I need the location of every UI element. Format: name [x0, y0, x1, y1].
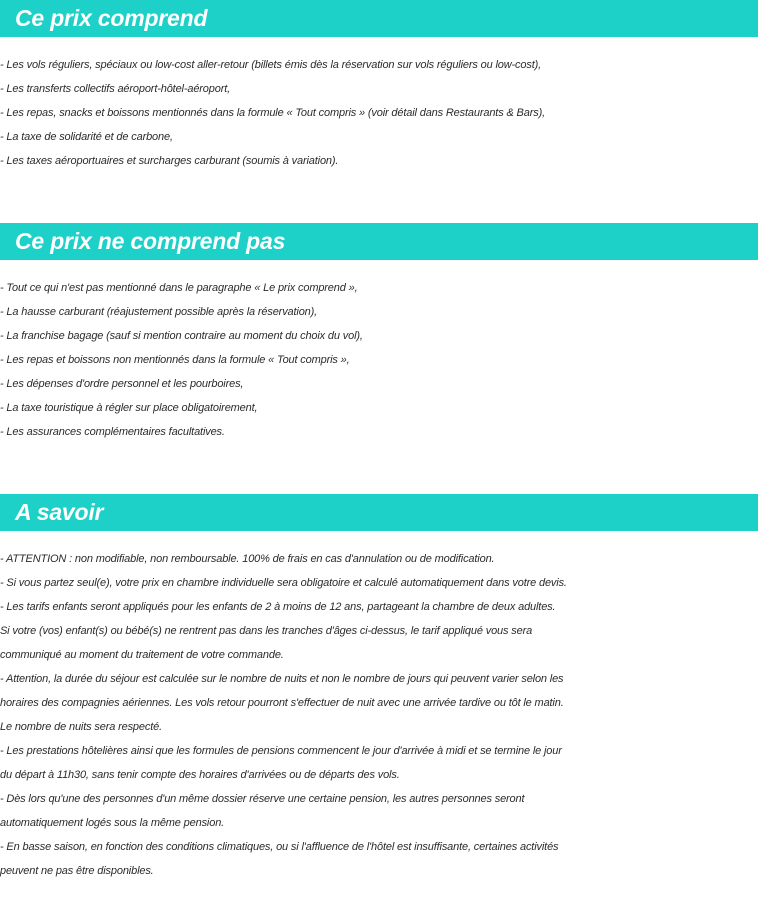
good-to-know-header [0, 494, 758, 531]
list-item: - Les repas, snacks et boissons mentionnés dans la formule « Tout compris » (voir détail dans Restaurants & Bars), [0, 107, 545, 119]
price-includes-list [0, 53, 758, 173]
list-item: - Les assurances complémentaires facultatives. [0, 426, 225, 438]
price-includes-title: Ce prix comprend [15, 5, 208, 31]
list-item: - La hausse carburant (réajustement possible après la réservation), [0, 306, 318, 318]
good-to-know-section [0, 494, 758, 883]
list-item: - Les dépenses d'ordre personnel et les pourboires, [0, 378, 244, 390]
list-item: du départ à 11h30, sans tenir compte des horaires d'arrivées ou de départs des vols. [0, 769, 400, 781]
list-item: - Dès lors qu'une des personnes d'un même dossier réserve une certaine pension, les autres personnes seront [0, 793, 525, 805]
list-item: - Les taxes aéroportuaires et surcharges carburant (soumis à variation). [0, 155, 339, 167]
list-item: - La taxe de solidarité et de carbone, [0, 131, 173, 143]
list-item: - Les repas et boissons non mentionnés dans la formule « Tout compris », [0, 354, 350, 366]
price-excludes-list [0, 276, 758, 444]
price-excludes-title: Ce prix ne comprend pas [15, 228, 286, 254]
list-item: - Attention, la durée du séjour est calculée sur le nombre de nuits et non le nombre de jours qui peuvent varier selon les [0, 673, 564, 685]
list-item: automatiquement logés sous la même pension. [0, 817, 225, 829]
list-item: - Les transferts collectifs aéroport-hôtel-aéroport, [0, 83, 231, 95]
good-to-know-list [0, 547, 758, 883]
price-excludes-section [0, 223, 758, 444]
list-item: - La franchise bagage (sauf si mention contraire au moment du choix du vol), [0, 330, 363, 342]
list-item: - En basse saison, en fonction des conditions climatiques, ou si l'affluence de l'hôtel est insuffisante, certaines activités [0, 841, 559, 853]
list-item: - Les prestations hôtelières ainsi que les formules de pensions commencent le jour d'arrivée à midi et se termine le jour [0, 745, 562, 757]
list-item: Si votre (vos) enfant(s) ou bébé(s) ne rentrent pas dans les tranches d'âges ci-dessus, le tarif appliqué vous sera [0, 625, 533, 637]
price-excludes-header [0, 223, 758, 260]
list-item: - Tout ce qui n'est pas mentionné dans le paragraphe « Le prix comprend », [0, 282, 358, 294]
list-item: peuvent ne pas être disponibles. [0, 865, 154, 877]
list-item: - ATTENTION : non modifiable, non remboursable. 100% de frais en cas d'annulation ou de modification. [0, 553, 495, 565]
list-item: - Les tarifs enfants seront appliqués pour les enfants de 2 à moins de 12 ans, partageant la chambre de deux adultes. [0, 601, 556, 613]
price-includes-header [0, 0, 758, 37]
list-item: - Les vols réguliers, spéciaux ou low-cost aller-retour (billets émis dès la réservation sur vols réguliers ou low-cost), [0, 59, 542, 71]
list-item: - Si vous partez seul(e), votre prix en chambre individuelle sera obligatoire et calculé automatiquement dans votre devis. [0, 577, 567, 589]
list-item: - La taxe touristique à régler sur place obligatoirement, [0, 402, 258, 414]
list-item: Le nombre de nuits sera respecté. [0, 721, 162, 733]
list-item: horaires des compagnies aériennes. Les vols retour pourront s'effectuer de nuit avec une arrivée tardive ou tôt le matin. [0, 697, 564, 709]
good-to-know-title: A savoir [15, 499, 104, 525]
list-item: communiqué au moment du traitement de votre commande. [0, 649, 284, 661]
price-includes-section [0, 0, 758, 173]
